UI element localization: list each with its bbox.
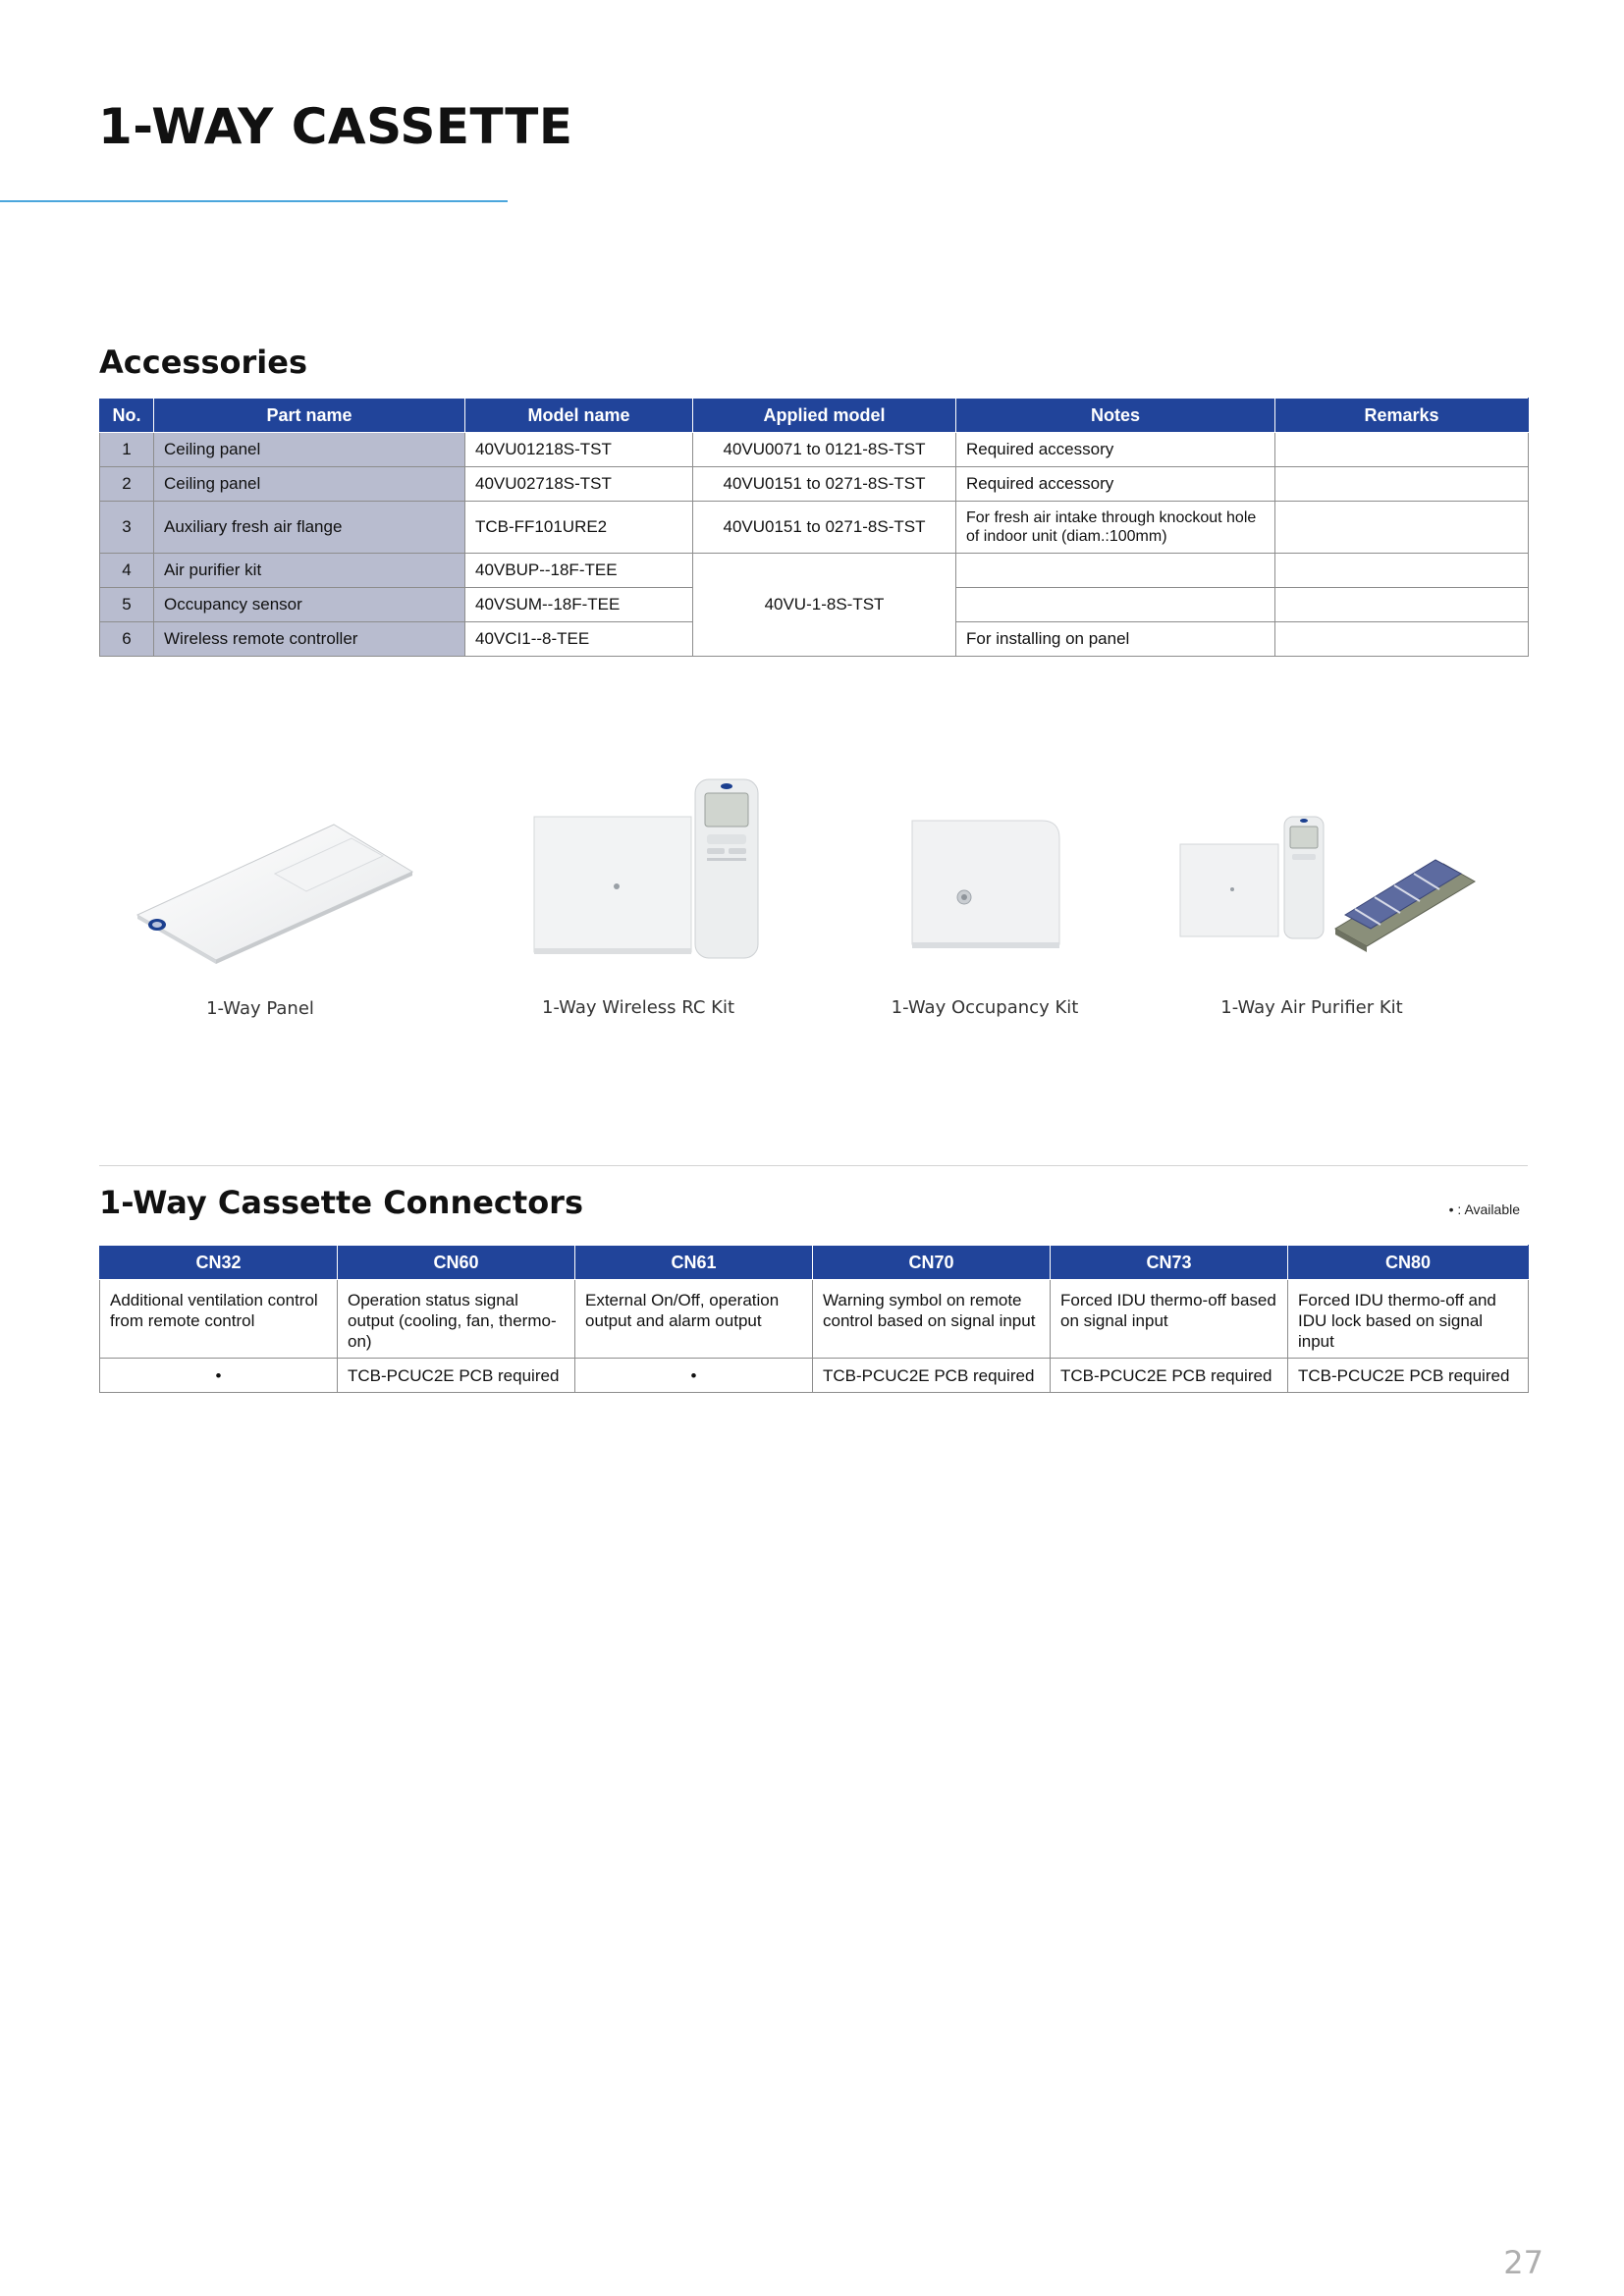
- part-name: Air purifier kit: [154, 554, 465, 588]
- remarks: [1275, 622, 1529, 657]
- notes: For fresh air intake through knockout hole of indoor unit (diam.:100mm): [956, 502, 1275, 554]
- table-row: [100, 433, 1529, 467]
- model-name: 40VCI1--8-TEE: [465, 622, 693, 657]
- row-number: 3: [100, 502, 154, 554]
- product-caption-panel: 1-Way Panel: [206, 998, 314, 1019]
- product-caption-air-purifier-kit: 1-Way Air Purifier Kit: [1220, 997, 1403, 1018]
- availability-row: [100, 1359, 1529, 1393]
- accessories-heading: Accessories: [99, 344, 307, 381]
- applied-model: 40VU0071 to 0121-8S-TST: [693, 433, 956, 467]
- occupancy-kit-icon: [908, 815, 1065, 952]
- notes: [956, 554, 1275, 588]
- notes: For installing on panel: [956, 622, 1275, 657]
- applied-model: 40VU0151 to 0271-8S-TST: [693, 502, 956, 554]
- availability-cell: •: [575, 1359, 813, 1393]
- availability-cell: •: [100, 1359, 338, 1393]
- product-caption-occupancy-kit: 1-Way Occupancy Kit: [891, 997, 1079, 1018]
- remarks: [1275, 433, 1529, 467]
- notes: Required accessory: [956, 467, 1275, 502]
- notes: Required accessory: [956, 433, 1275, 467]
- row-number: 2: [100, 467, 154, 502]
- remarks: [1275, 467, 1529, 502]
- column-header-cn60: CN60: [338, 1246, 575, 1280]
- connectors-heading: 1-Way Cassette Connectors: [99, 1184, 583, 1221]
- model-name: 40VBUP--18F-TEE: [465, 554, 693, 588]
- column-header-part-name: Part name: [154, 399, 465, 433]
- notes: [956, 588, 1275, 622]
- wireless-rc-kit-icon: [530, 775, 766, 962]
- remarks: [1275, 554, 1529, 588]
- part-name: Wireless remote controller: [154, 622, 465, 657]
- column-header-cn80: CN80: [1288, 1246, 1529, 1280]
- column-header-cn61: CN61: [575, 1246, 813, 1280]
- remarks: [1275, 588, 1529, 622]
- connector-description: Forced IDU thermo-off based on signal input: [1051, 1280, 1288, 1359]
- table-header-row: [100, 399, 1529, 433]
- row-number: 6: [100, 622, 154, 657]
- applied-model: 40VU-1-8S-TST: [693, 554, 956, 657]
- column-header-no: No.: [100, 399, 154, 433]
- availability-cell: TCB-PCUC2E PCB required: [1051, 1359, 1288, 1393]
- model-name: 40VU01218S-TST: [465, 433, 693, 467]
- product-caption-wireless-rc-kit: 1-Way Wireless RC Kit: [541, 997, 735, 1018]
- ceiling-panel-icon: [128, 815, 422, 962]
- availability-cell: TCB-PCUC2E PCB required: [813, 1359, 1051, 1393]
- column-header-applied-model: Applied model: [693, 399, 956, 433]
- model-name: TCB-FF101URE2: [465, 502, 693, 554]
- applied-model: 40VU0151 to 0271-8S-TST: [693, 467, 956, 502]
- title-underline: [0, 200, 508, 202]
- model-name: 40VU02718S-TST: [465, 467, 693, 502]
- connector-description: Warning symbol on remote control based on signal input: [813, 1280, 1051, 1359]
- connector-description: Operation status signal output (cooling, fan, thermo-on): [338, 1280, 575, 1359]
- column-header-cn32: CN32: [100, 1246, 338, 1280]
- part-name: Ceiling panel: [154, 433, 465, 467]
- connector-description: Forced IDU thermo-off and IDU lock based on signal input: [1288, 1280, 1529, 1359]
- availability-legend: • : Available: [1448, 1201, 1520, 1217]
- description-row: [100, 1280, 1529, 1359]
- part-name: Auxiliary fresh air flange: [154, 502, 465, 554]
- row-number: 1: [100, 433, 154, 467]
- remarks: [1275, 502, 1529, 554]
- column-header-remarks: Remarks: [1275, 399, 1529, 433]
- page-title: 1-WAY CASSETTE: [98, 98, 573, 155]
- connectors-table: [99, 1245, 1529, 1393]
- availability-cell: TCB-PCUC2E PCB required: [338, 1359, 575, 1393]
- column-header-notes: Notes: [956, 399, 1275, 433]
- part-name: Ceiling panel: [154, 467, 465, 502]
- table-header-row: [100, 1246, 1529, 1280]
- row-number: 5: [100, 588, 154, 622]
- accessories-table: [99, 398, 1529, 657]
- table-row: [100, 467, 1529, 502]
- section-divider: [99, 1165, 1528, 1166]
- part-name: Occupancy sensor: [154, 588, 465, 622]
- table-row: [100, 502, 1529, 554]
- table-row: [100, 554, 1529, 588]
- connector-description: Additional ventilation control from remote control: [100, 1280, 338, 1359]
- column-header-cn70: CN70: [813, 1246, 1051, 1280]
- air-purifier-kit-icon: [1178, 813, 1483, 960]
- page-number: 27: [1503, 2244, 1543, 2281]
- row-number: 4: [100, 554, 154, 588]
- column-header-model-name: Model name: [465, 399, 693, 433]
- connector-description: External On/Off, operation output and alarm output: [575, 1280, 813, 1359]
- availability-cell: TCB-PCUC2E PCB required: [1288, 1359, 1529, 1393]
- column-header-cn73: CN73: [1051, 1246, 1288, 1280]
- model-name: 40VSUM--18F-TEE: [465, 588, 693, 622]
